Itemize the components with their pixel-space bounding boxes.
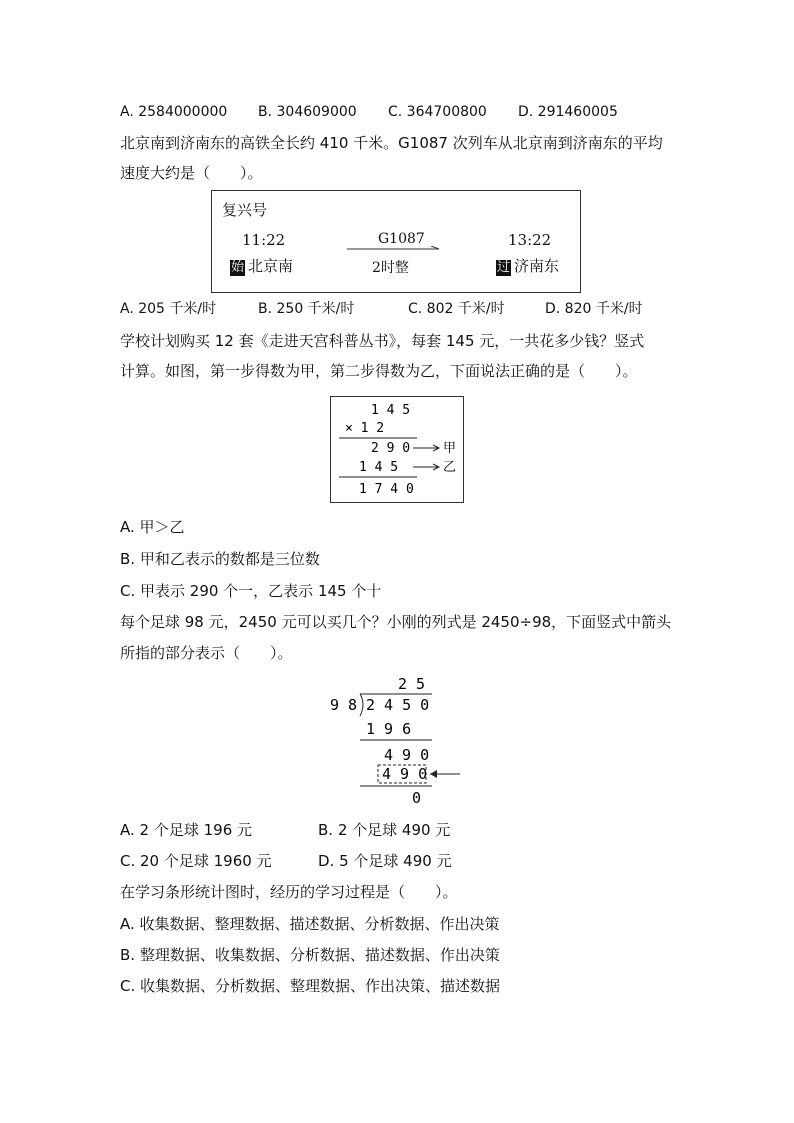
q3-option-c[interactable]: C. 甲表示 290 个一，乙表示 145 个十 — [120, 582, 382, 600]
q4-option-a[interactable]: A. 2 个足球 196 元 — [120, 821, 253, 839]
div-product1: 1 9 6 — [366, 720, 412, 738]
q1-option-d[interactable]: D. 291460005 — [518, 104, 618, 120]
div-product2: 4 9 0 — [382, 765, 428, 783]
q3-question-line2: 计算。如图，第一步得数为甲，第二步得数为乙，下面说法正确的是（ ）。 — [120, 362, 638, 380]
div-divisor: 9 8 — [330, 696, 358, 714]
q1-option-a[interactable]: A. 2584000000 — [120, 104, 228, 120]
long-division — [320, 670, 470, 810]
div-quotient: 2 5 — [398, 675, 426, 693]
calc-step2-label: 乙 — [443, 460, 457, 475]
ticket-depart-station: 北京南 — [248, 257, 294, 275]
div-remainder2: 0 — [412, 789, 422, 807]
q4-option-d[interactable]: D. 5 个足球 490 元 — [318, 852, 452, 870]
q2-option-b[interactable]: B. 250 千米/时 — [258, 301, 355, 317]
q4-option-c[interactable]: C. 20 个足球 1960 元 — [120, 852, 272, 870]
q1-option-c[interactable]: C. 364700800 — [388, 104, 487, 120]
q3-option-a[interactable]: A. 甲＞乙 — [120, 518, 185, 536]
q2-question-line2: 速度大约是（ ）。 — [120, 164, 263, 182]
calc-multiplicand: 1 4 5 — [371, 403, 411, 418]
arrive-badge: 过 — [497, 260, 511, 275]
q2-option-a[interactable]: A. 205 千米/时 — [120, 301, 217, 317]
q3-option-b[interactable]: B. 甲和乙表示的数都是三位数 — [120, 550, 320, 568]
q2-option-c[interactable]: C. 802 千米/时 — [408, 301, 505, 317]
div-remainder1: 4 9 0 — [384, 746, 430, 764]
q3-question-line1: 学校计划购买 12 套《走进天宫科普丛书》，每套 145 元，一共花多少钱？竖式 — [120, 332, 645, 350]
calc-result: 1 7 4 0 — [359, 482, 414, 497]
multiplication-box — [330, 396, 464, 503]
q4-option-b[interactable]: B. 2 个足球 490 元 — [318, 821, 451, 839]
calc-step1-label: 甲 — [443, 441, 457, 456]
q5-option-b[interactable]: B. 整理数据、收集数据、分析数据、描述数据、作出决策 — [120, 946, 500, 964]
multiplication-calc — [331, 397, 463, 502]
ticket-arrive-time: 13:22 — [508, 231, 552, 249]
division-bracket — [360, 694, 363, 716]
q2-option-d[interactable]: D. 820 千米/时 — [545, 301, 643, 317]
q1-option-b[interactable]: B. 304609000 — [258, 104, 357, 120]
calc-multiplier: × 1 2 — [345, 421, 385, 436]
ticket-brand: 复兴号 — [222, 201, 268, 219]
q5-option-c[interactable]: C. 收集数据、分析数据、整理数据、作出决策、描述数据 — [120, 977, 501, 995]
q4-question-line1: 每个足球 98 元，2450 元可以买几个？小刚的列式是 2450÷98，下面竖式中箭头 — [120, 613, 672, 631]
depart-badge: 始 — [231, 260, 245, 275]
calc-step1: 2 9 0 — [371, 441, 411, 456]
div-dividend: 2 4 5 0 — [366, 696, 430, 714]
ticket-depart-time: 11:22 — [242, 231, 286, 249]
q5-option-a[interactable]: A. 收集数据、整理数据、描述数据、分析数据、作出决策 — [120, 915, 500, 933]
q5-question-line1: 在学习条形统计图时，经历的学习过程是（ ）。 — [120, 883, 458, 901]
ticket-arrive — [496, 255, 559, 276]
ticket-depart — [230, 255, 293, 276]
ticket-arrive-station: 济南东 — [514, 257, 560, 275]
ticket-arrow — [347, 246, 443, 254]
train-ticket — [211, 190, 581, 293]
ticket-train-no: G1087 — [378, 231, 425, 247]
q4-question-line2: 所指的部分表示（ ）。 — [120, 644, 293, 662]
ticket-duration: 2时整 — [372, 260, 409, 276]
q2-question-line1: 北京南到济南东的高铁全长约 410 千米。G1087 次列车从北京南到济南东的平均 — [120, 134, 663, 152]
calc-step2: 1 4 5 — [359, 460, 399, 475]
